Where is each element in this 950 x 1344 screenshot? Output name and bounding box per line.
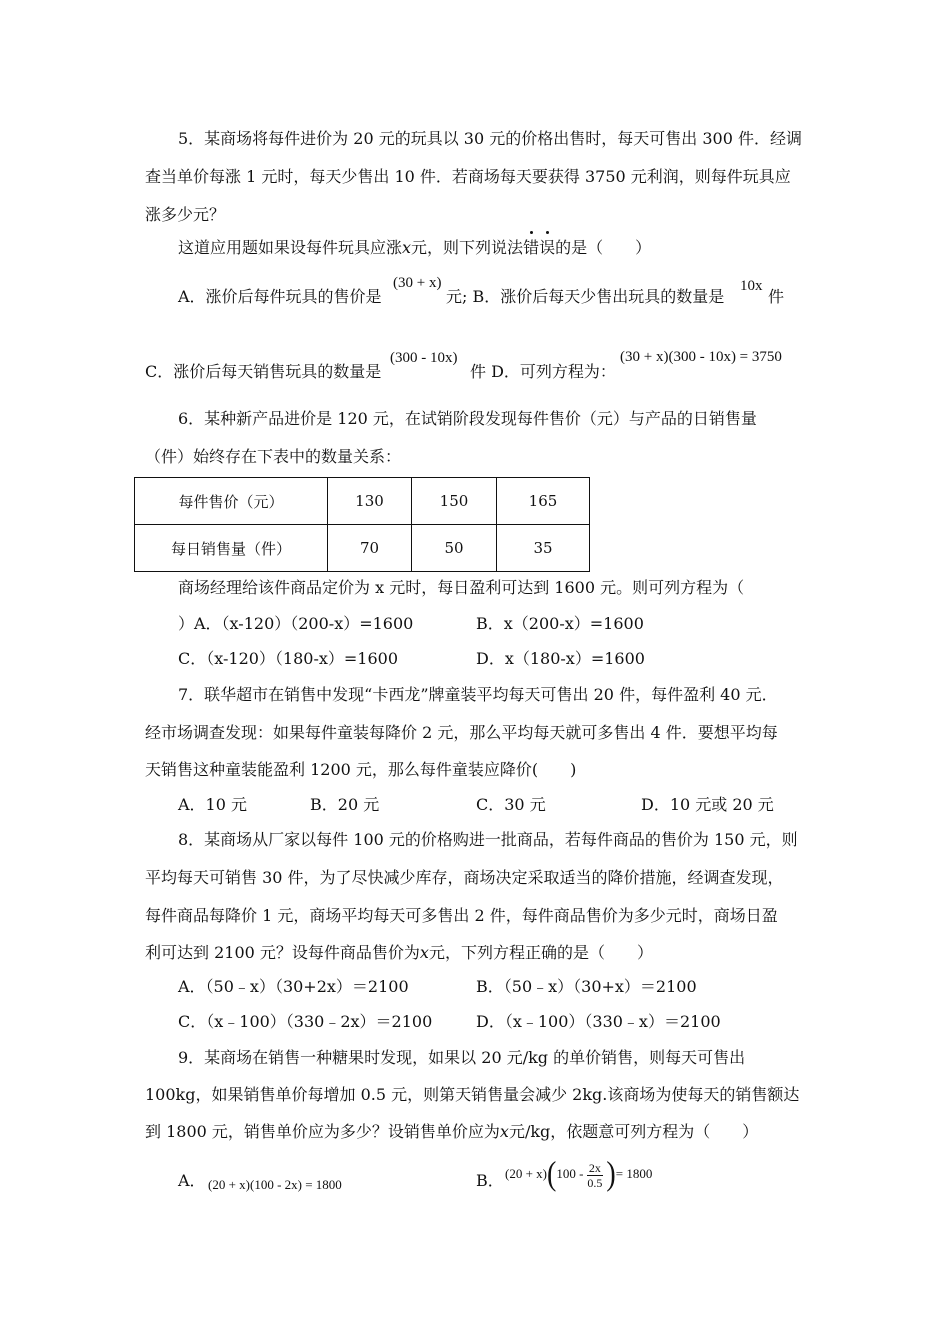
q5-option-a-post: 元; B．涨价后每天少售出玩具的数量是 (446, 287, 725, 306)
q8-option-b: B．（50﹣x）（30+x）＝2100 (476, 977, 697, 996)
q5-option-c-expr: (300 - 10x) (390, 350, 458, 366)
q8-option-d: D．（x﹣100）（330﹣x）＝2100 (476, 1012, 721, 1031)
q7-option-c: C．30 元 (476, 795, 546, 814)
table-cell: 150 (412, 478, 497, 525)
table-cell: 70 (328, 525, 412, 572)
emphasis-dot-char-2: 误 (539, 238, 556, 257)
table-row (135, 525, 590, 572)
q5-option-a: A．涨价后每件玩具的售价是 (178, 287, 382, 306)
table-cell: 35 (497, 525, 590, 572)
table-cell: 每件售价（元） (135, 478, 328, 525)
q9-option-b-label: B． (476, 1171, 504, 1190)
q5-option-b-expr: 10x (740, 278, 763, 294)
q9-option-b-post: = 1800 (615, 1166, 653, 1181)
q8-line-2: 平均每天可销售 30 件，为了尽快减少库存，商场决定采取适当的降价措施，经调查发现， (145, 868, 784, 887)
q8-line-4-var: x (419, 943, 429, 962)
price-sales-table (134, 477, 590, 572)
q9-line-3 (145, 1121, 758, 1143)
right-paren-glyph: ) (606, 1155, 616, 1194)
q5-question-mid: 元，则下列说法 (411, 238, 524, 257)
q8-option-a: A．（50﹣x）（30+2x）＝2100 (178, 977, 409, 996)
q5-option-c-post: 件 D．可列方程为： (470, 362, 616, 381)
q6-option-c: C．（x-120）（180-x）=1600 (178, 649, 399, 668)
q5-line-2: 查当单价每涨 1 元时，每天少售出 10 件．若商场每天要获得 3750 元利润，则每件玩具应 (145, 167, 791, 186)
fraction (585, 1161, 604, 1190)
q6-line-3: 商场经理给该件商品定价为 x 元时，每日盈利可达到 1600 元。则可列方程为（ (178, 578, 745, 597)
q7-option-d: D．10 元或 20 元 (641, 795, 774, 814)
q7-line-2: 经市场调查发现：如果每件童装每降价 2 元，那么平均每天就可多售出 4 件．要想平均每 (145, 723, 778, 742)
q5-question-var: x (402, 238, 412, 257)
q5-line-1: 5．某商场将每件进价为 20 元的玩具以 30 元的价格出售时，每天可售出 300 件．经调 (178, 129, 802, 148)
q9-option-b-expr (505, 1152, 652, 1196)
q8-line-1: 8．某商场从厂家以每件 100 元的价格购进一批商品，若每件商品的售价为 150 元，则 (178, 830, 798, 849)
q6-option-b: B．x（200-x）=1600 (476, 614, 644, 633)
q8-line-4-post: 元，下列方程正确的是（ ） (428, 943, 653, 962)
q6-option-a: ）A．（x-120）（200-x）=1600 (178, 614, 414, 633)
table-cell: 50 (412, 525, 497, 572)
q5-question (178, 237, 651, 259)
q9-line-2: 100kg，如果销售单价每增加 0.5 元，则第天销售量会减少 2kg.该商场为使每天的销售额达 (145, 1085, 800, 1104)
table-cell: 130 (328, 478, 412, 525)
q7-option-a: A．10 元 (178, 795, 248, 814)
fraction-denominator: 0.5 (587, 1175, 603, 1190)
table-cell: 165 (497, 478, 590, 525)
q8-line-4 (145, 942, 653, 964)
q5-option-c: C．涨价后每天销售玩具的数量是 (145, 362, 382, 381)
q7-option-b: B．20 元 (310, 795, 380, 814)
q6-option-d: D．x（180-x）=1600 (476, 649, 645, 668)
q9-option-b-in: 100 - (556, 1166, 584, 1181)
q8-line-4-pre: 利可达到 2100 元？设每件商品售价为 (145, 943, 420, 962)
q6-line-2: （件）始终存在下表中的数量关系： (145, 447, 402, 466)
q9-line-3-pre: 到 1800 元，销售单价应为多少？设销售单价应为 (145, 1122, 500, 1141)
q9-option-a-label: A． (178, 1171, 206, 1190)
fraction-numerator: 2x (588, 1160, 601, 1175)
q7-line-3: 天销售这种童装能盈利 1200 元，那么每件童装应降价( ) (145, 760, 577, 779)
q5-option-b-post: 件 (768, 287, 785, 306)
q8-option-c: C．（x﹣100）（330﹣2x）＝2100 (178, 1012, 433, 1031)
q5-option-d-expr: (30 + x)(300 - 10x) = 3750 (620, 349, 782, 365)
emphasis-dot-char-1: 错 (523, 238, 540, 257)
q6-line-1: 6．某种新产品进价是 120 元，在试销阶段发现每件售价（元）与产品的日销售量 (178, 409, 757, 428)
q9-option-a-expr: (20 + x)(100 - 2x) = 1800 (208, 1177, 342, 1192)
q9-line-3-var: x (499, 1122, 509, 1141)
q7-line-1: 7．联华超市在销售中发现“卡西龙”牌童装平均每天可售出 20 件，每件盈利 40 元． (178, 685, 778, 704)
table-row (135, 478, 590, 525)
q5-question-post: 的是（ ） (555, 238, 652, 257)
q8-line-3: 每件商品每降价 1 元，商场平均每天可多售出 2 件，每件商品售价为多少元时，商场日盈 (145, 906, 778, 925)
left-paren-glyph: ( (547, 1155, 557, 1194)
table-cell: 每日销售量（件） (135, 525, 328, 572)
q5-option-a-expr: (30 + x) (393, 275, 442, 291)
q9-line-1: 9．某商场在销售一种糖果时发现，如果以 20 元/kg 的单价销售，则每天可售出 (178, 1048, 746, 1067)
q5-question-pre: 这道应用题如果设每件玩具应涨 (178, 238, 403, 257)
q9-line-3-post: 元/kg，依题意可列方程为（ ） (508, 1122, 759, 1141)
q5-line-3: 涨多少元？ (145, 205, 226, 224)
q9-option-b-pre: (20 + x) (505, 1166, 547, 1181)
